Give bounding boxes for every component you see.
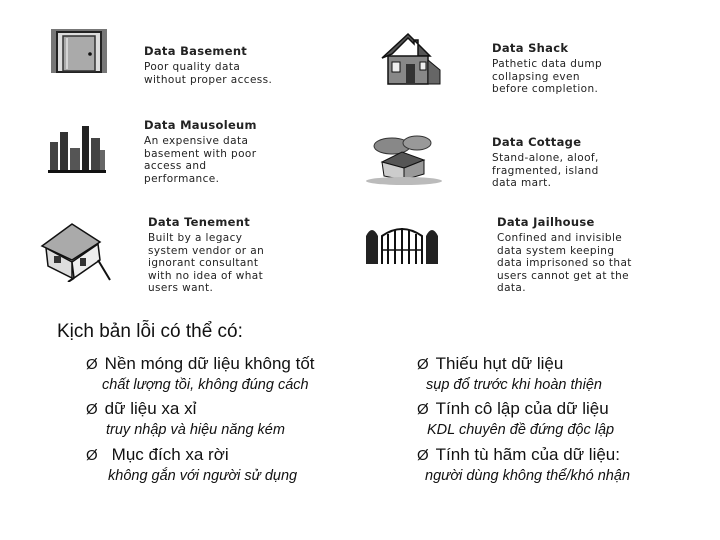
bullet-subtext: sụp đổ trước khi hoàn thiện [426,377,602,393]
bullet-subtext: truy nhập và hiệu năng kém [106,422,285,438]
card-data-basement [144,44,272,86]
card-desc: Pathetic data dump collapsing even before completion. [492,58,603,95]
card-desc: An expensive data basement with poor access and performance. [144,135,257,185]
bullet-subtext: người dùng không thể/khó nhận [425,468,631,484]
bullet-subtext: KDL chuyên đề đứng độc lập [427,422,615,438]
door-icon [50,28,108,74]
bullet-item [417,399,609,419]
arrow-bullet-icon: Ø [417,401,429,418]
bullet-text: Thiếu hụt dữ liệu [435,354,564,373]
bullet-text: Mục đích xa rời [111,445,229,464]
card-data-mausoleum [144,118,257,185]
card-desc: Built by a legacy system vendor or an ignorant consultant with no idea of what users want. [148,232,265,294]
bullet-text: dữ liệu xa xỉ [104,399,197,418]
arrow-bullet-icon: Ø [86,401,98,418]
card-title: Data Jailhouse [497,215,595,229]
arrow-bullet-icon: Ø [417,356,429,373]
bullet-item [86,445,229,465]
shack-icon [378,30,443,88]
bullet-text: Nền móng dữ liệu không tốt [104,354,315,373]
bullet-text: Tính cô lập của dữ liệu [435,399,609,418]
card-title: Data Cottage [492,135,582,149]
arrow-bullet-icon: Ø [86,356,98,373]
card-title: Data Tenement [148,215,251,229]
card-desc: Confined and invisible data system keeping data imprisoned so that users cannot get at the data. [497,232,632,294]
bullet-item [417,445,620,465]
bullet-text: Tính tù hãm của dữ liệu: [435,445,620,464]
jailhouse-icon [364,222,440,264]
card-title: Data Shack [492,41,569,55]
card-data-tenement [148,215,264,295]
bullet-subtext: không gắn với người sử dụng [108,468,298,484]
card-title: Data Mausoleum [144,118,257,132]
card-data-jailhouse [497,215,632,295]
card-data-shack [492,41,602,96]
arrow-bullet-icon: Ø [417,447,429,464]
cottage-icon [362,134,447,186]
tenement-icon [38,220,116,282]
mausoleum-icon [48,124,106,174]
bullet-item [86,354,315,374]
bullet-item [417,354,563,374]
bullet-item [86,399,196,419]
bullet-subtext: chất lượng tồi, không đúng cách [102,377,309,393]
arrow-bullet-icon: Ø [86,447,98,464]
card-data-cottage [492,135,599,190]
card-desc: Stand-alone, aloof, fragmented, island data mart. [492,152,599,189]
page-heading: Kịch bản lỗi có thể có: [57,321,243,342]
card-title: Data Basement [144,44,248,58]
card-desc: Poor quality data without proper access. [144,61,273,86]
